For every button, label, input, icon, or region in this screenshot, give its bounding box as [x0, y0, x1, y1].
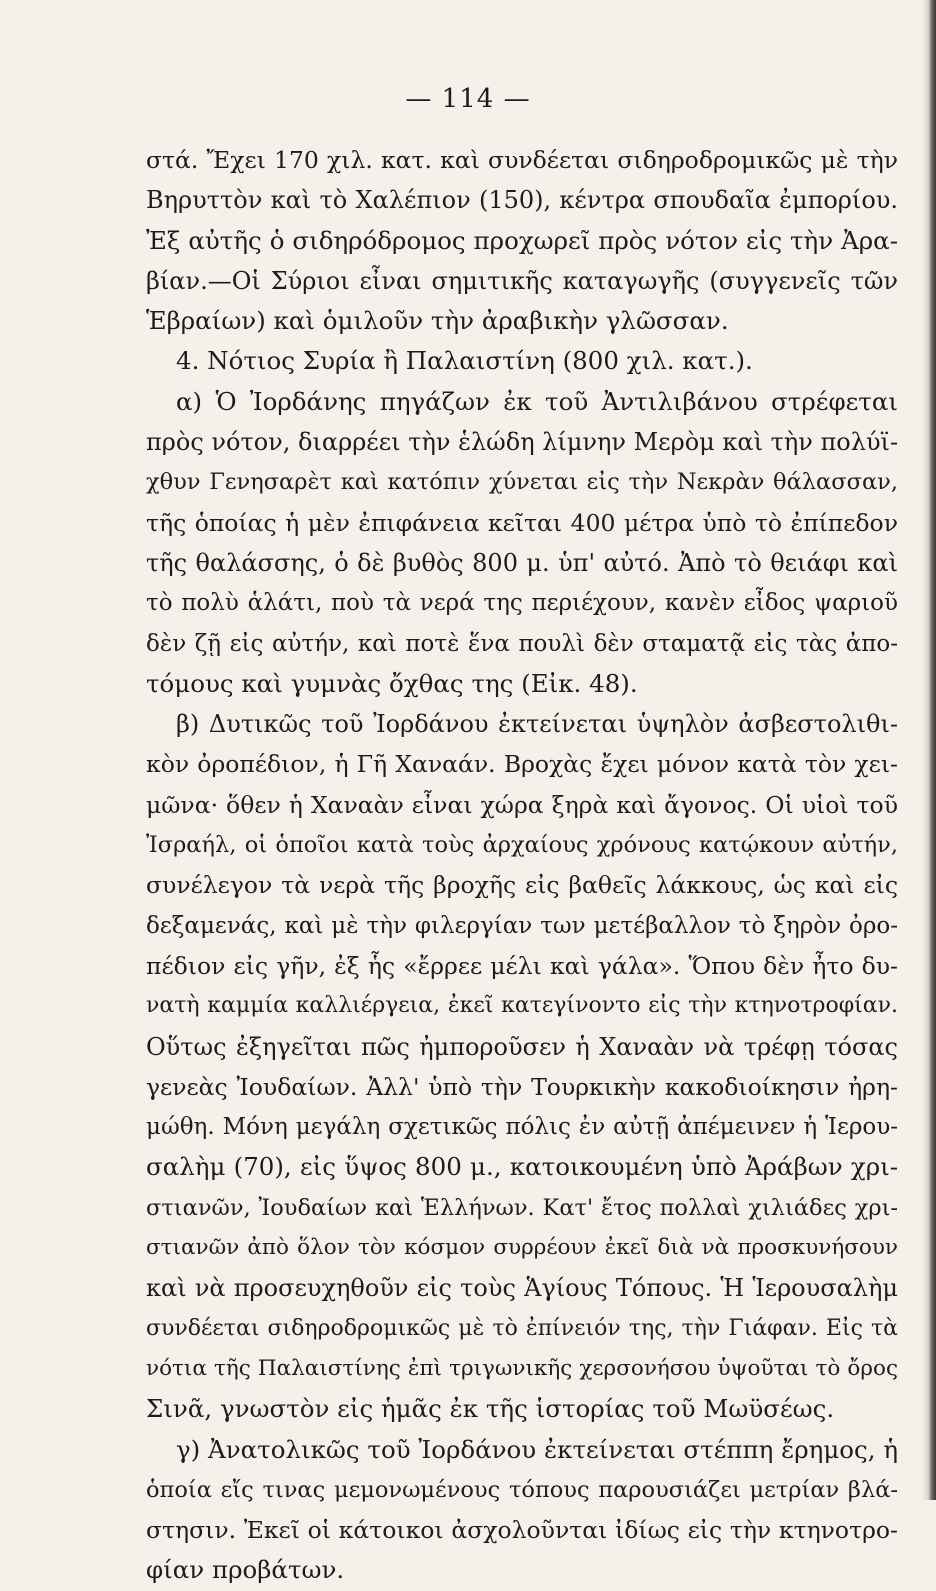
text-line: χθυν Γενησαρὲτ καὶ κατόπιν χύνεται εἰς τὴν Νεκρὰν θάλασσαν, — [146, 469, 898, 496]
text-line: Ἑβραίων) καὶ ὁμιλοῦν τὴν ἀραβικὴν γλῶσσαν. — [146, 306, 729, 336]
text-line: α) Ὁ Ἰορδάνης πηγάζων ἐκ τοῦ Ἀντιλιβάνου στρέφεται — [176, 386, 898, 416]
text-line: στησιν. Ἐκεῖ οἱ κάτοικοι ἀσχολοῦνται ἰδίως εἰς τὴν κτηνοτρο- — [146, 1516, 898, 1545]
text-line: ὁποία εἴς τινας μεμονωμένους τόπους παρουσιάζει μετρίαν βλά- — [146, 1476, 898, 1503]
text-line: βίαν.—Οἱ Σύριοι εἶναι σημιτικῆς καταγωγῆς (συγγενεῖς τῶν — [146, 266, 898, 295]
text-line: νατὴ καμμία καλλιέργεια, ἐκεῖ κατεγίνοντο εἰς τὴν κτηνοτροφίαν. — [146, 993, 898, 1019]
text-line: τῆς ὁποίας ἡ μὲν ἐπιφάνεια κεῖται 400 μέτρα ὑπὸ τὸ ἐπίπεδον — [146, 508, 898, 537]
text-line: δεξαμενάς, καὶ μὲ τὴν φιλεργίαν των μετέβαλλον τὸ ξηρὸν ὀρο- — [146, 912, 898, 939]
text-line: καὶ νὰ προσευχηθοῦν εἰς τοὺς Ἁγίους Τόπους. Ἡ Ἱερουσαλὴμ — [146, 1274, 898, 1303]
text-line: νότια τῆς Παλαιστίνης ἐπὶ τριγωνικῆς χερσονήσου ὑψοῦται τὸ ὄρος — [146, 1355, 898, 1381]
text-line: γ) Ἀνατολικῶς τοῦ Ἰορδάνου ἐκτείνεται στέππη ἔρημος, ἡ — [176, 1434, 898, 1464]
page-edge — [922, 0, 936, 1500]
text-line: συνέλεγον τὰ νερὰ τῆς βροχῆς εἰς βαθεῖς λάκκους, ὡς καὶ εἰς — [146, 871, 898, 900]
text-line: συνδέεται σιδηροδρομικῶς μὲ τὸ ἐπίνειόν της, τὴν Γιάφαν. Εἰς τὰ — [146, 1315, 898, 1341]
text-line: Ἐξ αὐτῆς ὁ σιδηρόδρομος προχωρεῖ πρὸς νότον εἰς τὴν Ἀρα- — [146, 225, 898, 255]
text-line: στιανῶν, Ἰουδαίων καὶ Ἑλλήνων. Κατ' ἔτος πολλαὶ χιλιάδες χρι- — [146, 1194, 898, 1221]
text-line: φίαν προβάτων. — [146, 1555, 345, 1585]
text-line: σαλὴμ (70), εἰς ὕψος 800 μ., κατοικουμένη ὑπὸ Ἀράβων χρι- — [146, 1152, 898, 1182]
text-line: στά. Ἔχει 170 χιλ. κατ. καὶ συνδέεται σιδηροδρομικῶς μὲ τὴν — [146, 146, 898, 174]
text-line: μώθη. Μόνη μεγάλη σχετικῶς πόλις ἐν αὐτῇ ἀπέμεινεν ἡ Ἱερου- — [146, 1114, 898, 1141]
text-line: τὸ πολὺ ἁλάτι, ποὺ τὰ νερά της περιέχουν, κανὲν εἶδος ψαριοῦ — [146, 590, 898, 617]
text-line: κὸν ὀροπέδιον, ἡ Γῆ Χαναάν. Βροχὰς ἔχει μόνον κατὰ τὸν χει- — [146, 750, 898, 779]
text-line: Σινᾶ, γνωστὸν εἰς ἡμᾶς ἐκ τῆς ἱστορίας τοῦ Μωϋσέως. — [146, 1394, 835, 1424]
page-number: — 114 — — [405, 84, 531, 114]
text-line: γενεὰς Ἰουδαίων. Ἀλλ' ὑπὸ τὴν Τουρκικὴν κακοδιοίκησιν ἠρη- — [146, 1072, 898, 1101]
text-line: Οὕτως ἐξηγεῖται πῶς ἠμποροῦσεν ἡ Χαναὰν νὰ τρέφῃ τόσας — [146, 1032, 898, 1061]
text-line: πρὸς νότον, διαρρέει τὴν ἑλώδη λίμνην Μερὸμ καὶ τὴν πολύϊ- — [146, 428, 898, 457]
text-line: δὲν ζῇ εἰς αὐτήν, καὶ ποτὲ ἕνα πουλὶ δὲν σταματᾷ εἰς τὰς ἀπο- — [146, 630, 898, 657]
text-line: τόμους καὶ γυμνὰς ὄχθας της (Εἰκ. 48). — [146, 668, 638, 698]
text-line: πέδιον εἰς γῆν, ἐξ ἧς «ἔρρεε μέλι καὶ γάλα». Ὅπου δὲν ἦτο δυ- — [146, 951, 898, 980]
text-line: 4. Νότιος Συρία ἢ Παλαιστίνη (800 χιλ. κατ.). — [176, 346, 753, 376]
body-text — [146, 140, 898, 1591]
text-line: μῶνα· ὅθεν ἡ Χαναὰν εἶναι χώρα ξηρὰ καὶ ἄγονος. Οἱ υἱοὶ τοῦ — [146, 790, 898, 819]
text-line: τῆς θαλάσσης, ὁ δὲ βυθὸς 800 μ. ὑπ' αὐτό. Ἀπὸ τὸ θειάφι καὶ — [146, 548, 898, 577]
text-line: Ἰσραήλ, οἱ ὁποῖοι κατὰ τοὺς ἀρχαίους χρόνους κατῴκουν αὐτήν, — [146, 832, 898, 859]
text-line: β) Δυτικῶς τοῦ Ἰορδάνου ἐκτείνεται ὑψηλὸν ἀσβεστολιθι- — [176, 710, 898, 739]
text-line: Βηρυττὸν καὶ τὸ Χαλέπιον (150), κέντρα σπουδαῖα ἐμπορίου. — [146, 186, 898, 215]
text-line: στιανῶν ἀπὸ ὅλον τὸν κόσμον συρρέουν ἐκεῖ διὰ νὰ προσκυνήσουν — [146, 1235, 898, 1261]
